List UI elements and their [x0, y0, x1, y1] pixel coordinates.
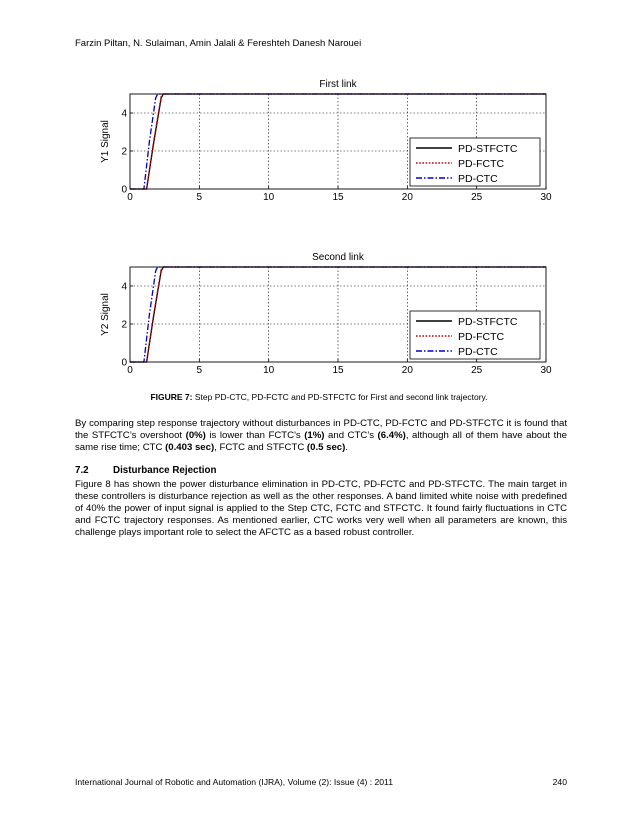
y-axis-label: Y2 Signal — [100, 293, 111, 336]
y-tick-label: 2 — [121, 146, 127, 158]
legend — [410, 138, 540, 186]
section-number: 7.2 — [75, 465, 89, 476]
legend-label: PD-CTC — [458, 346, 498, 358]
x-tick-label: 5 — [196, 192, 203, 203]
legend-label: PD-FCTC — [458, 158, 505, 170]
y-tick-label: 4 — [121, 281, 127, 293]
para1-bold-5: (0.5 sec) — [306, 442, 346, 453]
x-tick-label: 15 — [332, 192, 344, 203]
legend-label: PD-CTC — [458, 173, 498, 185]
y-tick-label: 2 — [121, 319, 127, 331]
para1-text-3: and CTC’s — [324, 430, 378, 441]
para1-bold-3: (6.4%) — [377, 430, 406, 441]
chart-title: First link — [319, 79, 357, 90]
para1-bold-1: (0%) — [185, 430, 206, 441]
x-tick-label: 20 — [401, 365, 413, 376]
y-tick-label: 4 — [121, 108, 127, 120]
section-heading — [75, 465, 216, 476]
running-header: Farzin Piltan, N. Sulaiman, Amin Jalali & Fereshteh Danesh Narouei — [75, 38, 362, 49]
caption-text: Step PD-CTC, PD-FCTC and PD-STFCTC for First and second link trajectory. — [192, 392, 488, 402]
paragraph-disturbance: Figure 8 has shown the power disturbance elimination in PD-CTC, PD-FCTC and PD-STFCTC. The main target in these controllers is disturbance rejection as well as the other responses. A band limited white noise with predefined of 40% the power of input signal is applied to the Step CTC, FCTC and STFCTC. It found fairly fluctuations in CTC and FCTC trajectory responses. As mentioned earlier, CTC works very well when all parameters are known, this challenge plays important role to select the AFCTC as a based robust controller. — [75, 479, 567, 538]
para1-text-6: . — [345, 442, 348, 453]
x-tick-label: 30 — [540, 365, 552, 376]
figure-caption — [0, 392, 638, 402]
chart-svg — [100, 73, 560, 208]
page-footer — [75, 777, 567, 787]
x-tick-label: 15 — [332, 365, 344, 376]
para1-text-2: is lower than FCTC's — [205, 430, 305, 441]
caption-label: FIGURE 7: — [150, 392, 193, 402]
para1-bold-4: (0.403 sec) — [165, 442, 215, 453]
chart-title: Second link — [312, 252, 364, 263]
x-tick-label: 20 — [401, 192, 413, 203]
legend-label: PD-STFCTC — [458, 316, 518, 328]
para1-text-1: By comparing step response trajectory without disturbances in PD-CTC, PD-FCTC and PD-STFCTC it is found that the STFCTC’s overshoot — [75, 418, 567, 441]
footer-journal: International Journal of Robotic and Automation (IJRA), Volume (2): Issue (4) : 2011 — [75, 777, 393, 787]
x-tick-label: 5 — [196, 365, 203, 376]
section-title: Disturbance Rejection — [113, 465, 217, 476]
x-tick-label: 30 — [540, 192, 552, 203]
y-tick-label: 0 — [121, 184, 127, 196]
chart-svg — [100, 246, 560, 381]
x-tick-label: 0 — [127, 192, 133, 203]
x-tick-label: 25 — [471, 192, 483, 203]
y-axis-label: Y1 Signal — [100, 120, 111, 163]
x-tick-label: 10 — [263, 192, 275, 203]
x-tick-label: 10 — [263, 365, 275, 376]
chart-second-link — [100, 246, 560, 381]
paragraph-step-comparison — [75, 418, 567, 454]
para1-bold-2: (1%) — [304, 430, 325, 441]
chart-first-link — [100, 73, 560, 208]
page-number: 240 — [552, 777, 567, 787]
para1-text-5: , FCTC and STFCTC — [214, 442, 307, 453]
legend-label: PD-STFCTC — [458, 143, 518, 155]
x-tick-label: 0 — [127, 365, 133, 376]
para1-text-4: , although all of them have about the same rise time; CTC — [75, 430, 568, 453]
y-tick-label: 0 — [121, 357, 127, 369]
legend-label: PD-FCTC — [458, 331, 505, 343]
legend — [410, 311, 540, 359]
x-tick-label: 25 — [471, 365, 483, 376]
